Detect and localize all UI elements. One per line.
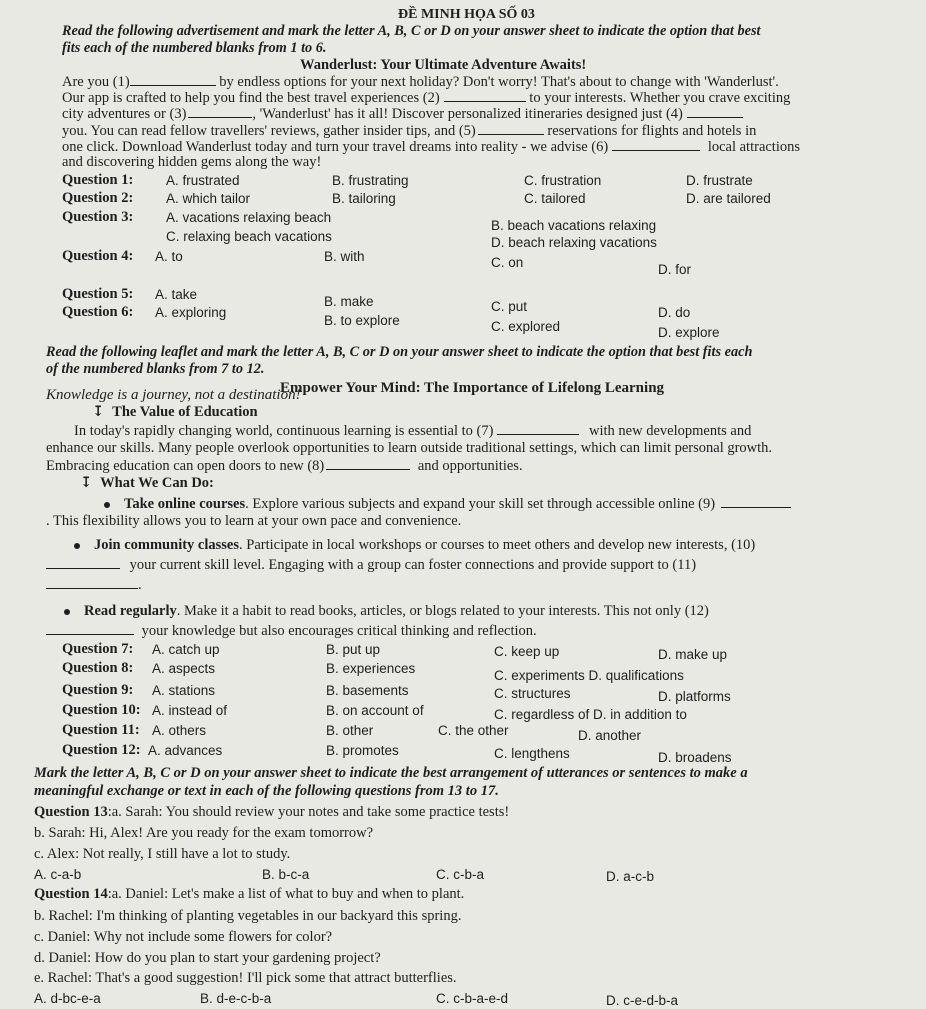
option-a[interactable]: A. frustrated (166, 173, 240, 188)
advert-line: you. You can read fellow travellers' reviews, gather insider tips, and (5) reservations for flights and hotels in (62, 123, 757, 139)
option-b[interactable]: B. frustrating (332, 173, 409, 188)
exchange-line: Question 14:a. Daniel: Let's make a list of what to buy and when to plant. (34, 886, 465, 902)
question-row: Question 11: A. others B. other C. the other D. another (62, 722, 642, 743)
option-d[interactable]: D. another (578, 728, 642, 743)
advert-title: Wanderlust: Your Ultimate Adventure Awaits! (300, 57, 587, 73)
advert-line: one click. Download Wanderlust today and turn your travel dreams into reality - we advise (6) local attractions (62, 139, 801, 155)
question-row: Question 5: A. take B. make C. put D. do (62, 286, 691, 320)
option-a[interactable]: A. advances (148, 743, 223, 758)
option-c[interactable]: C. frustration (524, 173, 602, 188)
option-d[interactable]: D. c-e-d-b-a (606, 993, 679, 1008)
bullet-line: your current skill level. Engaging with a group can foster connections and provide support to (11) (46, 556, 696, 574)
option-a[interactable]: A. which tailor (166, 191, 251, 206)
page-title: ĐỀ MINH HỌA SỐ 03 (398, 7, 535, 22)
blank-12 (46, 622, 134, 635)
blank-8 (326, 457, 410, 470)
option-a[interactable]: A. d-bc-e-a (34, 991, 101, 1006)
option-c[interactable]: C. structures (494, 686, 571, 701)
option-c[interactable]: C. on (491, 255, 524, 270)
section-heading: ↧ What We Can Do: (80, 475, 214, 491)
option-b[interactable]: B. tailoring (332, 191, 396, 206)
bullet-line: . (46, 576, 142, 594)
option-d[interactable]: D. platforms (658, 689, 731, 704)
section2-instruction-cont: of the numbered blanks from 7 to 12. (46, 361, 265, 377)
section3-instruction-cont: meaningful exchange or text in each of the following questions from 13 to 17. (34, 783, 499, 799)
question-row: Question 9: A. stations B. basements C. structures D. platforms (62, 682, 731, 704)
question-row: Question 3: A. vacations relaxing beach C. relaxing beach vacations B. beach vacations relaxing D. beach relaxing vacations (62, 209, 657, 250)
option-a[interactable]: A. others (152, 723, 207, 738)
bullet-line: . This flexibility allows you to learn at your own pace and convenience. (46, 513, 462, 529)
option-d[interactable]: D. for (658, 262, 692, 277)
option-d[interactable]: D. are tailored (686, 191, 771, 206)
question-row: Question 7: A. catch up B. put up C. keep up D. make up (62, 641, 728, 662)
bullet-icon (74, 543, 80, 549)
option-c[interactable]: C. tailored (524, 191, 586, 206)
option-b[interactable]: B. put up (326, 642, 381, 657)
question-row: Question 10: A. instead of B. on account of C. regardless of D. in addition to (62, 702, 687, 722)
option-b[interactable]: B. other (326, 723, 374, 738)
option-a[interactable]: A. vacations relaxing beach (166, 210, 332, 225)
blank-1 (130, 73, 216, 86)
bullet-icon (104, 502, 110, 508)
section2-instruction: Read the following leaflet and mark the letter A, B, C or D on your answer sheet to indicate the option that best fits each (46, 344, 753, 360)
option-b[interactable]: B. on account of (326, 703, 424, 718)
advert-line: Our app is crafted to help you find the best travel experiences (2) to your interests. Whether you crave exciting (62, 90, 791, 106)
option-b[interactable]: B. beach vacations relaxing (491, 218, 657, 233)
option-d[interactable]: D. broadens (658, 750, 732, 765)
option-d[interactable]: D. explore (658, 325, 720, 340)
question-row: Question 12: A. advances B. promotes C. lengthens D. broadens (62, 742, 732, 765)
section3-instruction: Mark the letter A, B, C or D on your answer sheet to indicate the best arrangement of utterances or sentences to make a (34, 765, 748, 781)
option-b[interactable]: B. with (324, 249, 365, 264)
blank-7 (497, 422, 579, 435)
exchange-line: d. Daniel: How do you plan to start your gardening project? (34, 950, 381, 966)
option-c-stack[interactable]: C. relaxing beach vacations (166, 229, 332, 244)
leaflet-title: Empower Your Mind: The Importance of Lifelong Learning (280, 380, 665, 396)
exchange-line: e. Rachel: That's a good suggestion! I'll pick some that attract butterflies. (34, 970, 457, 986)
section-heading: ↧ The Value of Education (92, 404, 258, 420)
leaflet-line: enhance our skills. Many people overlook opportunities to learn outside traditional settings, which can limit personal growth. (46, 440, 773, 456)
option-b[interactable]: B. experiences (326, 661, 416, 676)
option-b[interactable]: B. promotes (326, 743, 399, 758)
option-c[interactable]: C. lengthens (494, 746, 570, 761)
option-a[interactable]: A. instead of (152, 703, 228, 718)
arrow-down-icon: ↧ (80, 475, 93, 491)
blank-2 (444, 89, 526, 102)
option-a[interactable]: A. c-a-b (34, 867, 82, 882)
option-b[interactable]: B. make (324, 294, 374, 309)
option-a[interactable]: A. to (155, 249, 183, 264)
question-row: Question 6: A. exploring B. to explore C. explored D. explore (62, 304, 720, 340)
blank-3 (188, 105, 252, 118)
blank-6 (612, 138, 700, 151)
option-d[interactable]: D. make up (658, 647, 728, 662)
leaflet-line: In today's rapidly changing world, continuous learning is essential to (7) with new developments and (74, 423, 752, 439)
advert-line: city adventures or (3) , 'Wanderlust' has it all! Discover personalized itineraries designed just (4) (62, 105, 743, 123)
bullet-line: Read regularly. Make it a habit to read books, articles, or blogs related to your interests. This not only (12) (64, 603, 709, 620)
exchange-line: c. Daniel: Why not include some flowers for color? (34, 929, 333, 945)
leaflet-subtitle: Knowledge is a journey, not a destination! (46, 387, 301, 403)
option-c-d[interactable]: C. regardless of D. in addition to (494, 707, 687, 722)
option-d[interactable]: D. frustrate (686, 173, 753, 188)
question-row: Question 4: A. to B. with C. on D. for (62, 248, 692, 277)
option-a[interactable]: A. aspects (152, 661, 216, 676)
blank-10 (46, 556, 120, 569)
question-row: Question 1: A. frustrated B. frustrating C. frustration D. frustrate (62, 172, 753, 188)
blank-9 (721, 495, 791, 508)
option-b[interactable]: B. b-c-a (262, 867, 310, 882)
advert-line: Are you (1) by endless options for your next holiday? Don't worry! That's about to change with 'Wanderlust'. (62, 74, 779, 90)
blank-4 (687, 105, 743, 118)
bullet-line: Join community classes. Participate in local workshops or courses to meet others and develop new interests, (10) (74, 537, 755, 554)
exchange-line: b. Rachel: I'm thinking of planting vegetables in our backyard this spring. (34, 908, 462, 924)
question-row: Question 2: A. which tailor B. tailoring C. tailored D. are tailored (62, 190, 771, 206)
option-c[interactable]: C. the other (438, 723, 509, 738)
exchange-line: c. Alex: Not really, I still have a lot to study. (34, 846, 291, 862)
option-b[interactable]: B. to explore (324, 313, 400, 328)
arrow-down-icon: ↧ (92, 404, 105, 420)
option-d[interactable]: D. beach relaxing vacations (491, 235, 657, 250)
option-a[interactable]: A. exploring (155, 305, 227, 320)
bullet-line: Take online courses. Explore various subjects and expand your skill set through accessible online (9) (104, 495, 791, 513)
bullet-line: your knowledge but also encourages critical thinking and reflection. (46, 622, 537, 640)
section1-instruction-cont: fits each of the numbered blanks from 1 to 6. (62, 40, 327, 56)
exchange-line: b. Sarah: Hi, Alex! Are you ready for the exam tomorrow? (34, 825, 374, 841)
option-a[interactable]: A. take (155, 287, 198, 302)
option-c[interactable]: C. c-b-a (436, 867, 485, 882)
exchange-line: Question 13:a. Sarah: You should review your notes and take some practice tests! (34, 804, 510, 820)
option-a[interactable]: A. catch up (152, 642, 220, 657)
blank-5 (478, 122, 544, 135)
blank-11 (46, 576, 138, 589)
section1-instruction: Read the following advertisement and mark the letter A, B, C or D on your answer sheet to indicate the option that best (62, 23, 761, 39)
option-c[interactable]: C. keep up (494, 644, 560, 659)
option-c[interactable]: C. put (491, 299, 528, 314)
option-b[interactable]: B. basements (326, 683, 409, 698)
option-c[interactable]: C. c-b-a-e-d (436, 991, 509, 1006)
option-d[interactable]: D. a-c-b (606, 869, 655, 884)
question-row: Question 8: A. aspects B. experiences C. experiments D. qualifications (62, 660, 684, 683)
option-b[interactable]: B. d-e-c-b-a (200, 991, 272, 1006)
bullet-icon (64, 609, 70, 615)
advert-line: and discovering hidden gems along the way! (62, 154, 322, 170)
leaflet-line: Embracing education can open doors to new (8) and opportunities. (46, 458, 523, 474)
option-d[interactable]: D. do (658, 305, 691, 320)
option-c[interactable]: C. explored (491, 319, 561, 334)
option-a[interactable]: A. stations (152, 683, 216, 698)
option-c-d[interactable]: C. experiments D. qualifications (494, 668, 684, 683)
